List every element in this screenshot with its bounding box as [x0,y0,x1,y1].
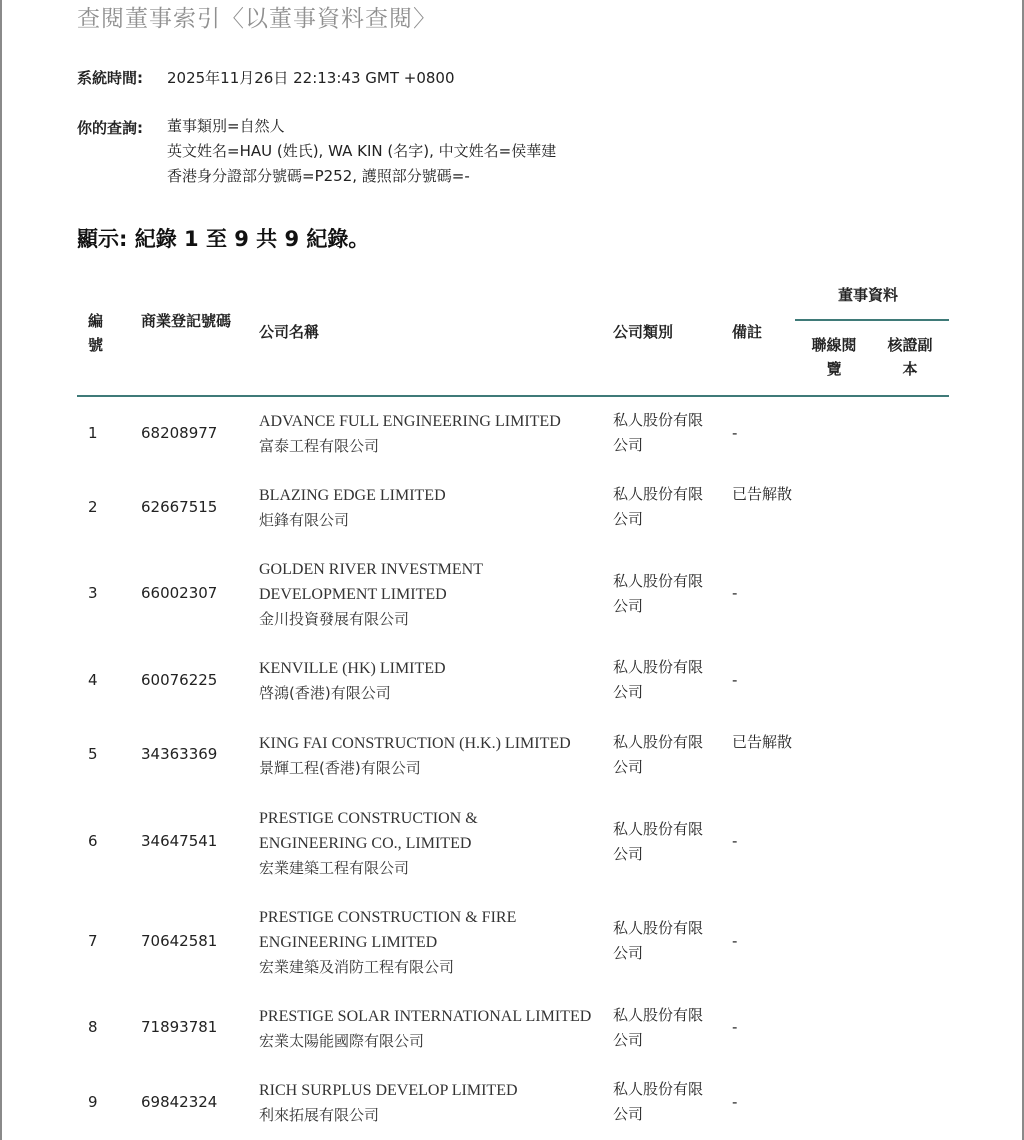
row-no: 6 [88,832,98,850]
row-company-type: 私人股份有限公司 [613,1006,704,1049]
header-company-name: 公司名稱 [259,323,320,341]
company-name-zh: 金川投資發展有限公司 [259,610,410,628]
company-name-en: KING FAI CONSTRUCTION (H.K.) LIMITED [259,735,571,752]
company-name-zh: 炬鋒有限公司 [259,511,350,529]
header-divider [77,395,949,397]
row-remark: - [732,424,738,442]
row-reg-no: 68208977 [141,424,218,442]
row-company-name[interactable] [259,1078,599,1128]
row-no: 4 [88,671,98,689]
row-no: 3 [88,584,98,602]
company-name-en: ADVANCE FULL ENGINEERING LIMITED [259,413,561,430]
company-name-en: PRESTIGE CONSTRUCTION & ENGINEERING CO., LIMITED [259,810,478,852]
company-name-en: KENVILLE (HK) LIMITED [259,660,446,677]
company-name-en: PRESTIGE CONSTRUCTION & FIRE ENGINEERING LIMITED [259,909,517,951]
row-company-name[interactable] [259,731,599,781]
company-name-en: PRESTIGE SOLAR INTERNATIONAL LIMITED [259,1008,592,1025]
header-remarks: 備註 [732,323,763,341]
row-reg-no: 34647541 [141,832,218,850]
row-reg-no: 69842324 [141,1093,218,1111]
header-reg-no: 商業登記號碼 [141,312,232,330]
row-reg-no: 34363369 [141,745,218,763]
company-name-en: BLAZING EDGE LIMITED [259,487,446,504]
row-remark: 已告解散 [732,485,793,503]
system-time-label: 系統時間: [77,69,143,87]
row-company-type: 私人股份有限公司 [613,820,704,863]
row-no: 7 [88,932,98,950]
row-reg-no: 62667515 [141,498,218,516]
row-remark: - [732,584,738,602]
header-no: 編號 [88,312,104,354]
frame-edge-left [0,0,2,1140]
row-no: 2 [88,498,98,516]
header-director-group: 董事資料 [838,286,899,304]
row-company-type: 私人股份有限公司 [613,658,704,701]
system-time-row [77,67,455,88]
row-reg-no: 71893781 [141,1018,218,1036]
company-name-zh: 啓鴻(香港)有限公司 [259,684,391,702]
company-name-zh: 富泰工程有限公司 [259,437,380,455]
row-remark: - [732,832,738,850]
company-name-zh: 宏業太陽能國際有限公司 [259,1032,425,1050]
page-title: 查閱董事索引〈以董事資料查閱〉 [77,6,437,32]
query-line-id-numbers: 香港身分證部分號碼=P252, 護照部分號碼=- [167,167,470,185]
query-line-names: 英文姓名=HAU (姓氏), WA KIN (名字), 中文姓名=侯華建 [167,142,557,160]
row-no: 9 [88,1093,98,1111]
row-no: 5 [88,745,98,763]
record-summary: 顯示: 紀錄 1 至 9 共 9 紀錄。 [77,227,370,251]
row-company-name[interactable] [259,409,599,459]
query-label: 你的查詢: [77,119,143,137]
row-remark: - [732,671,738,689]
row-company-name[interactable] [259,557,499,632]
company-name-zh: 利來拓展有限公司 [259,1106,380,1124]
row-company-name[interactable] [259,656,599,706]
row-company-type: 私人股份有限公司 [613,919,704,962]
query-details [167,114,556,189]
row-company-type: 私人股份有限公司 [613,1080,704,1123]
query-label-row [77,117,167,138]
row-company-name[interactable] [259,806,589,881]
row-reg-no: 70642581 [141,932,218,950]
row-remark: - [732,1018,738,1036]
company-name-zh: 景輝工程(香港)有限公司 [259,759,421,777]
header-online-view: 聯線閱覽 [811,336,857,378]
row-remark: 已告解散 [732,733,793,751]
company-name-en: RICH SURPLUS DEVELOP LIMITED [259,1082,518,1099]
row-company-type: 私人股份有限公司 [613,485,704,528]
company-name-en: GOLDEN RIVER INVESTMENT DEVELOPMENT LIMITED [259,561,483,603]
header-company-type: 公司類別 [613,323,674,341]
row-company-name[interactable] [259,905,529,980]
company-name-zh: 宏業建築工程有限公司 [259,859,410,877]
company-name-zh: 宏業建築及消防工程有限公司 [259,958,455,976]
row-no: 1 [88,424,98,442]
row-reg-no: 66002307 [141,584,218,602]
query-line-director-type: 董事類別=自然人 [167,117,285,135]
row-remark: - [732,1093,738,1111]
row-company-name[interactable] [259,1004,604,1054]
row-no: 8 [88,1018,98,1036]
row-company-type: 私人股份有限公司 [613,411,704,454]
row-company-name[interactable] [259,483,599,533]
row-remark: - [732,932,738,950]
header-group-divider [795,319,949,321]
system-time-value: 2025年11月26日 22:13:43 GMT +0800 [167,69,455,87]
row-reg-no: 60076225 [141,671,218,689]
row-company-type: 私人股份有限公司 [613,733,704,776]
header-certified-copy: 核證副本 [887,336,933,378]
row-company-type: 私人股份有限公司 [613,572,704,615]
